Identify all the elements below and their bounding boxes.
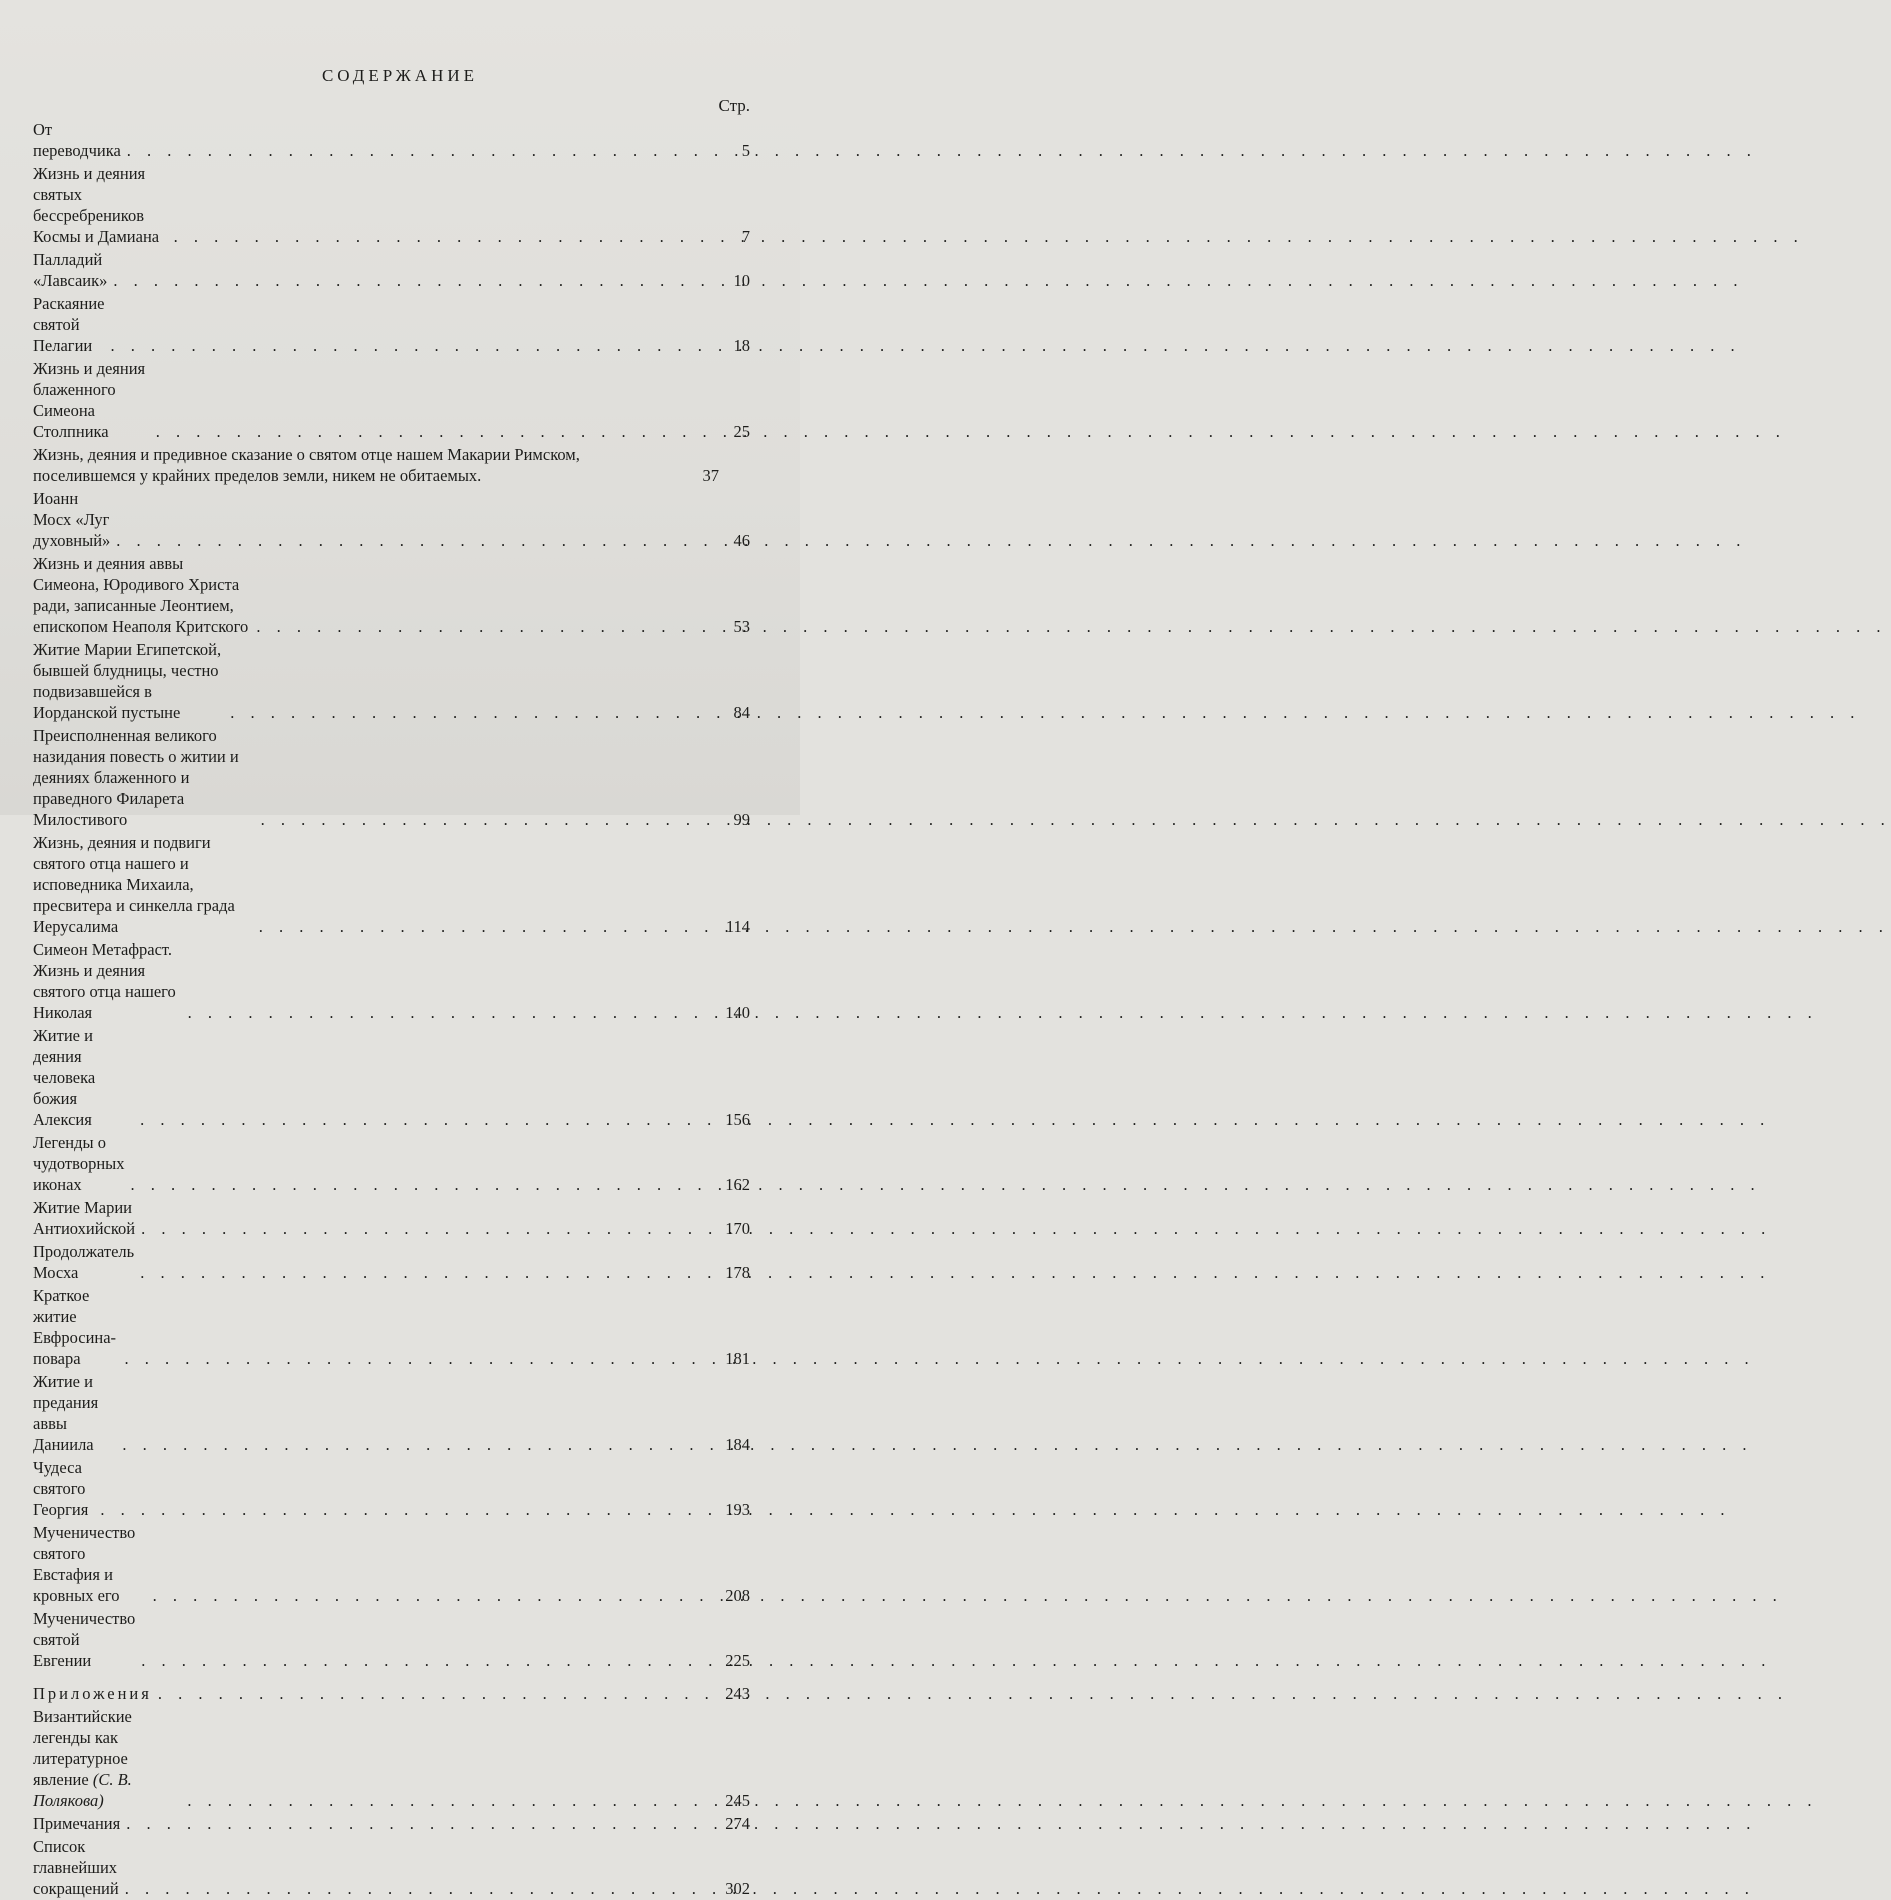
toc-entry-title: Легенды о чудотворных иконах bbox=[33, 1133, 125, 1194]
dot-leader bbox=[188, 1002, 708, 1023]
toc-entry bbox=[33, 552, 750, 638]
toc-entry-page: 10 bbox=[733, 271, 750, 290]
toc-entry-title: Житие Марии Египетской, бывшей блудницы, честно подвизавшейся в Иорданской пустыне bbox=[33, 640, 222, 722]
toc-entry-page: 243 bbox=[725, 1684, 750, 1703]
toc-entry-page: 225 bbox=[725, 1651, 750, 1670]
dot-leader bbox=[158, 1683, 708, 1704]
toc-entry bbox=[33, 118, 750, 162]
toc-entry bbox=[33, 1370, 750, 1456]
toc-entry-title: Жизнь, деяния и подвиги святого отца нашего и исповедника Михаила, пресвитера и синкелла града Иерусалима bbox=[33, 833, 235, 936]
toc-entry-page: 302 bbox=[725, 1879, 750, 1898]
dot-leader bbox=[174, 226, 708, 247]
toc-entry-page: 170 bbox=[725, 1219, 750, 1238]
toc-entry-title: Продолжатель Мосха bbox=[33, 1242, 135, 1282]
toc-entry-appendices bbox=[33, 1682, 750, 1705]
dot-leader bbox=[113, 270, 708, 291]
toc-entry-page: 178 bbox=[725, 1263, 750, 1282]
toc-entry-page: 184 bbox=[725, 1435, 750, 1454]
book-page bbox=[0, 0, 800, 1898]
toc-entry-page: 99 bbox=[733, 810, 750, 829]
toc-entry bbox=[33, 1024, 750, 1131]
toc-entry-page: 53 bbox=[733, 617, 750, 636]
dot-leader bbox=[140, 1109, 708, 1130]
dot-leader bbox=[256, 616, 708, 637]
toc-entry-title: Мученичество святого Евстафия и кровных его bbox=[33, 1523, 136, 1605]
dot-leader bbox=[116, 530, 708, 551]
toc-entry-title: Жизнь и деяния блаженного Симеона Столпника bbox=[33, 359, 146, 441]
toc-entry-title: Приложения bbox=[33, 1684, 152, 1703]
toc-entry-title: Список главнейших сокращений bbox=[33, 1837, 119, 1898]
dot-leader bbox=[140, 1262, 708, 1283]
toc-entry-title: Жизнь и деяния святых бессребреников Космы и Дамиана bbox=[33, 164, 160, 246]
toc-entry-title: Житие Марии Антиохийской bbox=[33, 1198, 136, 1238]
toc-entry-page: 114 bbox=[725, 917, 750, 936]
toc-entry bbox=[33, 1240, 750, 1284]
toc-entry-page: 181 bbox=[725, 1349, 750, 1368]
dot-leader bbox=[122, 1434, 708, 1455]
toc-entry-title: Примечания bbox=[33, 1814, 121, 1833]
toc-entry bbox=[33, 638, 750, 724]
toc-entry-page: 274 bbox=[725, 1814, 750, 1833]
toc-entry-page: 245 bbox=[725, 1791, 750, 1810]
toc-entry bbox=[33, 357, 750, 443]
toc-entry-title: Чудеса святого Георгия bbox=[33, 1458, 89, 1519]
toc-entry-title: Жизнь, деяния и предивное сказание о святом отце нашем Макарии Римском, поселившемся у крайних пределов земли, никем не обитаемых. bbox=[33, 445, 580, 485]
toc-entry-title: Палладий «Лавсаик» bbox=[33, 250, 108, 290]
toc-entry-title: Мученичество святой Евгении bbox=[33, 1609, 136, 1670]
dot-leader bbox=[127, 140, 708, 161]
toc-entry-title: Жизнь и деяния аввы Симеона, Юродивого Христа ради, записанные Леонтием, епископом Неаполя Критского bbox=[33, 554, 249, 636]
toc-entry-page: 156 bbox=[725, 1110, 750, 1129]
toc-entry-page: 84 bbox=[733, 703, 750, 722]
toc-entry bbox=[33, 1284, 750, 1370]
dot-leader bbox=[126, 1813, 708, 1834]
toc-entry bbox=[33, 292, 750, 357]
toc-entry-page: 46 bbox=[733, 531, 750, 550]
toc-entry-page: 7 bbox=[741, 227, 750, 246]
toc-entry-page: 25 bbox=[733, 422, 750, 441]
toc-entry bbox=[33, 162, 750, 248]
toc-entry bbox=[33, 938, 750, 1024]
toc-entry bbox=[33, 1705, 750, 1812]
dot-leader bbox=[100, 1499, 708, 1520]
dot-leader bbox=[261, 809, 708, 830]
toc-entry-author: (С. В. Полякова) bbox=[33, 1770, 132, 1810]
dot-leader bbox=[153, 1585, 708, 1606]
table-of-contents bbox=[33, 118, 750, 1900]
dot-leader bbox=[125, 1878, 708, 1899]
toc-entry bbox=[33, 1456, 750, 1521]
dot-leader bbox=[141, 1218, 708, 1239]
toc-entry bbox=[33, 1835, 750, 1900]
toc-entry bbox=[33, 248, 750, 292]
toc-entry-title: Симеон Метафраст. Жизнь и деяния святого отца нашего Николая bbox=[33, 940, 176, 1022]
toc-entry bbox=[33, 487, 750, 552]
toc-entry-page: 37 bbox=[702, 466, 719, 485]
dot-leader bbox=[111, 335, 709, 356]
toc-entry bbox=[33, 1607, 750, 1672]
toc-entry-title-main: Византийские легенды как литературное явление bbox=[33, 1707, 132, 1789]
page-column-label: Стр. bbox=[718, 96, 750, 115]
toc-entry bbox=[33, 1131, 750, 1196]
toc-entry bbox=[33, 1521, 750, 1607]
page-title: СОДЕРЖАНИЕ bbox=[321, 66, 479, 85]
dot-leader bbox=[141, 1650, 708, 1671]
dot-leader bbox=[259, 916, 708, 937]
toc-entry-page: 18 bbox=[733, 336, 750, 355]
toc-entry-page: 193 bbox=[725, 1500, 750, 1519]
dot-leader bbox=[130, 1174, 708, 1195]
toc-entry-page: 140 bbox=[725, 1003, 750, 1022]
toc-entry bbox=[33, 724, 750, 831]
toc-entry bbox=[33, 1196, 750, 1240]
toc-entry-title: Краткое житие Евфросина-повара bbox=[33, 1286, 117, 1368]
toc-entry-page: 162 bbox=[725, 1175, 750, 1194]
toc-entry-title: Житие и деяния человека божия Алексия bbox=[33, 1026, 96, 1129]
toc-entry-page: 208 bbox=[725, 1586, 750, 1605]
toc-entry-title: Иоанн Мосх «Луг духовный» bbox=[33, 489, 111, 550]
toc-entry-title: Преисполненная великого назидания повесть о житии и деяниях блаженного и праведного Филарета Милостивого bbox=[33, 726, 239, 829]
toc-entry bbox=[33, 831, 750, 938]
dot-leader bbox=[156, 421, 708, 442]
toc-entry-title: От переводчика bbox=[33, 120, 121, 160]
dot-leader bbox=[124, 1348, 708, 1369]
toc-entry-title: Раскаяние святой Пелагии bbox=[33, 294, 105, 355]
toc-entry-title bbox=[33, 1706, 181, 1811]
dot-leader bbox=[187, 1790, 708, 1811]
toc-entry-title: Житие и предания аввы Даниила bbox=[33, 1372, 99, 1454]
toc-entry bbox=[33, 443, 750, 487]
dot-leader bbox=[230, 702, 708, 723]
toc-entry-page: 5 bbox=[741, 141, 750, 160]
toc-entry bbox=[33, 1812, 750, 1835]
